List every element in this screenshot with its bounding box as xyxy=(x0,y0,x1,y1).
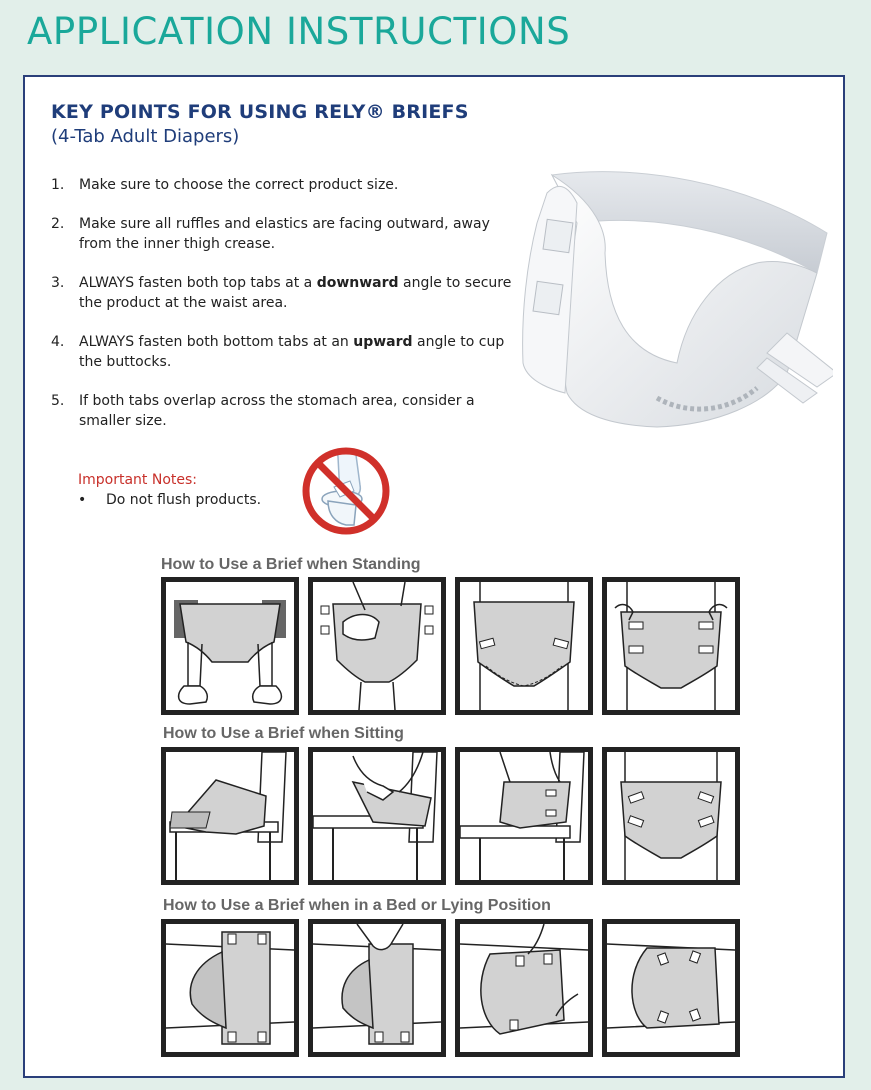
step-text: angle to secure the product at the waist area. xyxy=(79,275,512,311)
step-number: 3. xyxy=(51,275,65,291)
sitting-step-3-illustration xyxy=(455,747,593,885)
no-toilet-icon xyxy=(300,445,392,537)
section-label-lying: How to Use a Brief when in a Bed or Lying Position xyxy=(163,897,551,914)
instructions-card xyxy=(23,75,845,1078)
step-text: Make sure to choose the correct product size. xyxy=(79,177,399,193)
step-emphasis: upward xyxy=(353,334,413,350)
step-item xyxy=(51,175,516,195)
step-item xyxy=(51,391,516,431)
bullet: • xyxy=(78,492,87,508)
step-number: 4. xyxy=(51,334,65,350)
step-item xyxy=(51,273,516,313)
step-text: If both tabs overlap across the stomach area, consider a smaller size. xyxy=(79,393,475,429)
note-text: Do not flush products. xyxy=(106,492,262,508)
sitting-step-1-illustration xyxy=(161,747,299,885)
sitting-step-2-illustration xyxy=(308,747,446,885)
step-text: angle to cup the buttocks. xyxy=(79,334,505,370)
step-text: Make sure all ruffles and elastics are facing outward, away from the inner thigh crease. xyxy=(79,216,490,252)
steps-list xyxy=(51,175,516,450)
standing-step-1-illustration xyxy=(161,577,299,715)
section-label-standing: How to Use a Brief when Standing xyxy=(161,556,421,573)
key-points-heading: KEY POINTS FOR USING RELY® BRIEFS xyxy=(51,101,469,123)
sitting-step-4-illustration xyxy=(602,747,740,885)
important-note-item xyxy=(78,492,261,508)
step-item xyxy=(51,214,516,254)
lying-step-3-illustration xyxy=(455,919,593,1057)
section-label-sitting: How to Use a Brief when Sitting xyxy=(163,725,404,742)
diaper-product-image xyxy=(517,163,833,443)
standing-step-4-illustration xyxy=(602,577,740,715)
page-title: APPLICATION INSTRUCTIONS xyxy=(27,10,571,53)
step-emphasis: downward xyxy=(316,275,399,291)
step-number: 5. xyxy=(51,393,65,409)
lying-step-4-illustration xyxy=(602,919,740,1057)
step-text: ALWAYS fasten both bottom tabs at an xyxy=(79,334,354,350)
step-item xyxy=(51,332,516,372)
important-notes-title: Important Notes: xyxy=(78,472,198,488)
step-text: ALWAYS fasten both top tabs at a xyxy=(79,275,317,291)
standing-step-2-illustration xyxy=(308,577,446,715)
step-number: 2. xyxy=(51,216,65,232)
key-points-subheading: (4-Tab Adult Diapers) xyxy=(51,126,240,147)
standing-step-3-illustration xyxy=(455,577,593,715)
step-number: 1. xyxy=(51,177,65,193)
lying-step-1-illustration xyxy=(161,919,299,1057)
lying-step-2-illustration xyxy=(308,919,446,1057)
